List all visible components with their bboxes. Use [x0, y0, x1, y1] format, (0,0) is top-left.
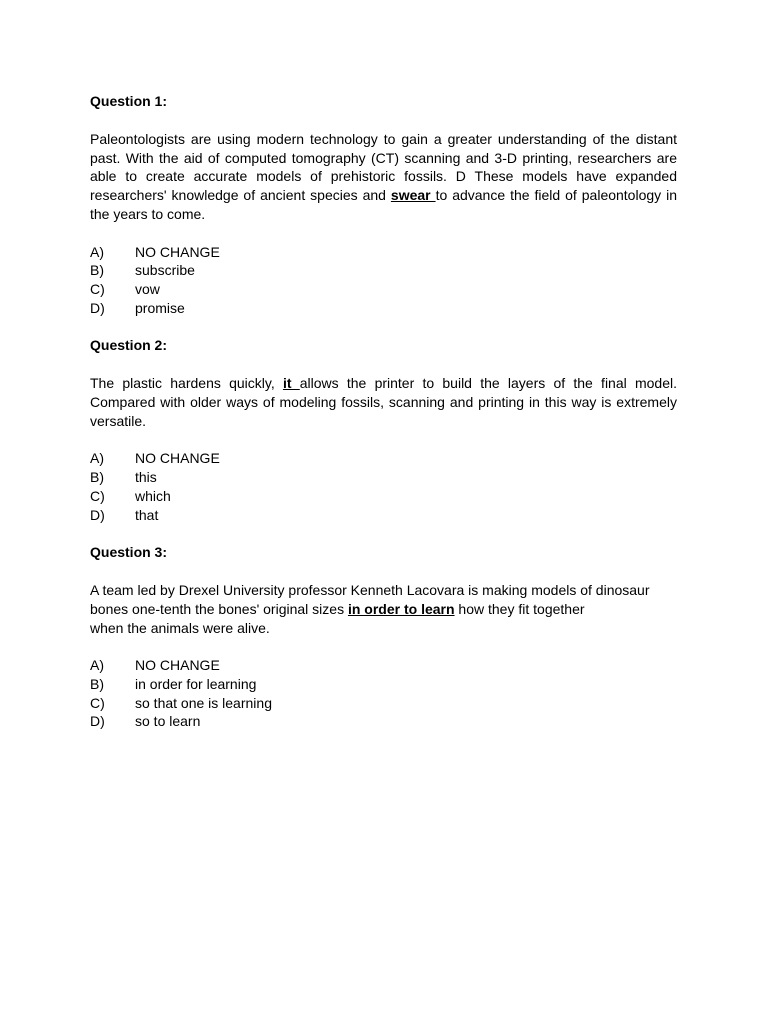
passage-text: to advance the field of paleontology in the years to come.	[90, 187, 678, 222]
answer-options	[90, 449, 677, 524]
option-text: vow	[135, 280, 160, 297]
option-text: so to learn	[135, 713, 201, 730]
underlined-phrase: it	[282, 375, 300, 392]
answer-options	[90, 243, 677, 318]
option-text: in order for learning	[135, 676, 257, 693]
question-passage	[90, 130, 677, 224]
option-text: NO CHANGE	[135, 657, 220, 674]
answer-option	[90, 656, 677, 675]
answer-option	[90, 675, 677, 694]
question-heading: Question 2:	[90, 337, 168, 354]
underlined-phrase: in order to learn	[347, 600, 455, 617]
passage-text: The plastic hardens quickly,	[90, 375, 283, 392]
question-passage	[90, 374, 677, 430]
answer-option	[90, 487, 677, 506]
answer-option	[90, 280, 677, 299]
option-letter: C)	[90, 487, 105, 504]
document-page	[90, 92, 677, 731]
answer-options	[90, 656, 677, 731]
question-1	[90, 92, 677, 336]
option-text: NO CHANGE	[135, 450, 220, 467]
option-text: this	[135, 469, 157, 486]
answer-option	[90, 299, 677, 318]
option-text: that	[135, 506, 159, 523]
option-letter: C)	[90, 694, 105, 711]
option-text: which	[135, 487, 171, 504]
answer-option	[90, 243, 677, 262]
option-text: subscribe	[135, 262, 195, 279]
option-letter: A)	[90, 657, 104, 674]
option-letter: B)	[90, 676, 104, 693]
answer-option	[90, 694, 677, 713]
answer-option	[90, 468, 677, 487]
question-heading: Question 1:	[90, 93, 168, 109]
option-letter: D)	[90, 713, 105, 730]
option-letter: D)	[90, 299, 105, 316]
passage-text: when the animals were alive.	[90, 619, 270, 636]
option-letter: B)	[90, 469, 104, 486]
option-letter: B)	[90, 262, 104, 279]
option-letter: D)	[90, 506, 105, 523]
option-text: promise	[135, 299, 185, 316]
question-heading: Question 3:	[90, 544, 168, 561]
question-passage	[90, 581, 677, 637]
question-3	[90, 543, 677, 731]
passage-text: Paleontologists are using modern technology to gain a greater understanding of the distant past. With the aid of computed tomography (CT) scanning and 3-D printing, researchers are able to create accurate models of prehistoric fossils. D These models have expanded researchers' knowledge of ancient species and	[90, 131, 677, 204]
answer-option	[90, 261, 677, 280]
option-letter: C)	[90, 280, 105, 297]
option-letter: A)	[90, 450, 104, 467]
answer-option	[90, 449, 677, 468]
passage-text: how they fit together	[454, 600, 585, 617]
passage-text: allows the printer to build the layers of the final model. Compared with older ways of modeling fossils, scanning and printing in this way is extremely versatile.	[90, 375, 677, 429]
answer-option	[90, 506, 677, 525]
question-2	[90, 336, 677, 543]
answer-option	[90, 712, 677, 731]
underlined-phrase: swear	[390, 187, 436, 204]
option-text: NO CHANGE	[135, 243, 220, 260]
passage-text: A team led by Drexel University professor Kenneth Lacovara is making models of dinosaur bones one-tenth the bones' original sizes	[90, 582, 650, 617]
option-text: so that one is learning	[135, 694, 272, 711]
option-letter: A)	[90, 243, 104, 260]
